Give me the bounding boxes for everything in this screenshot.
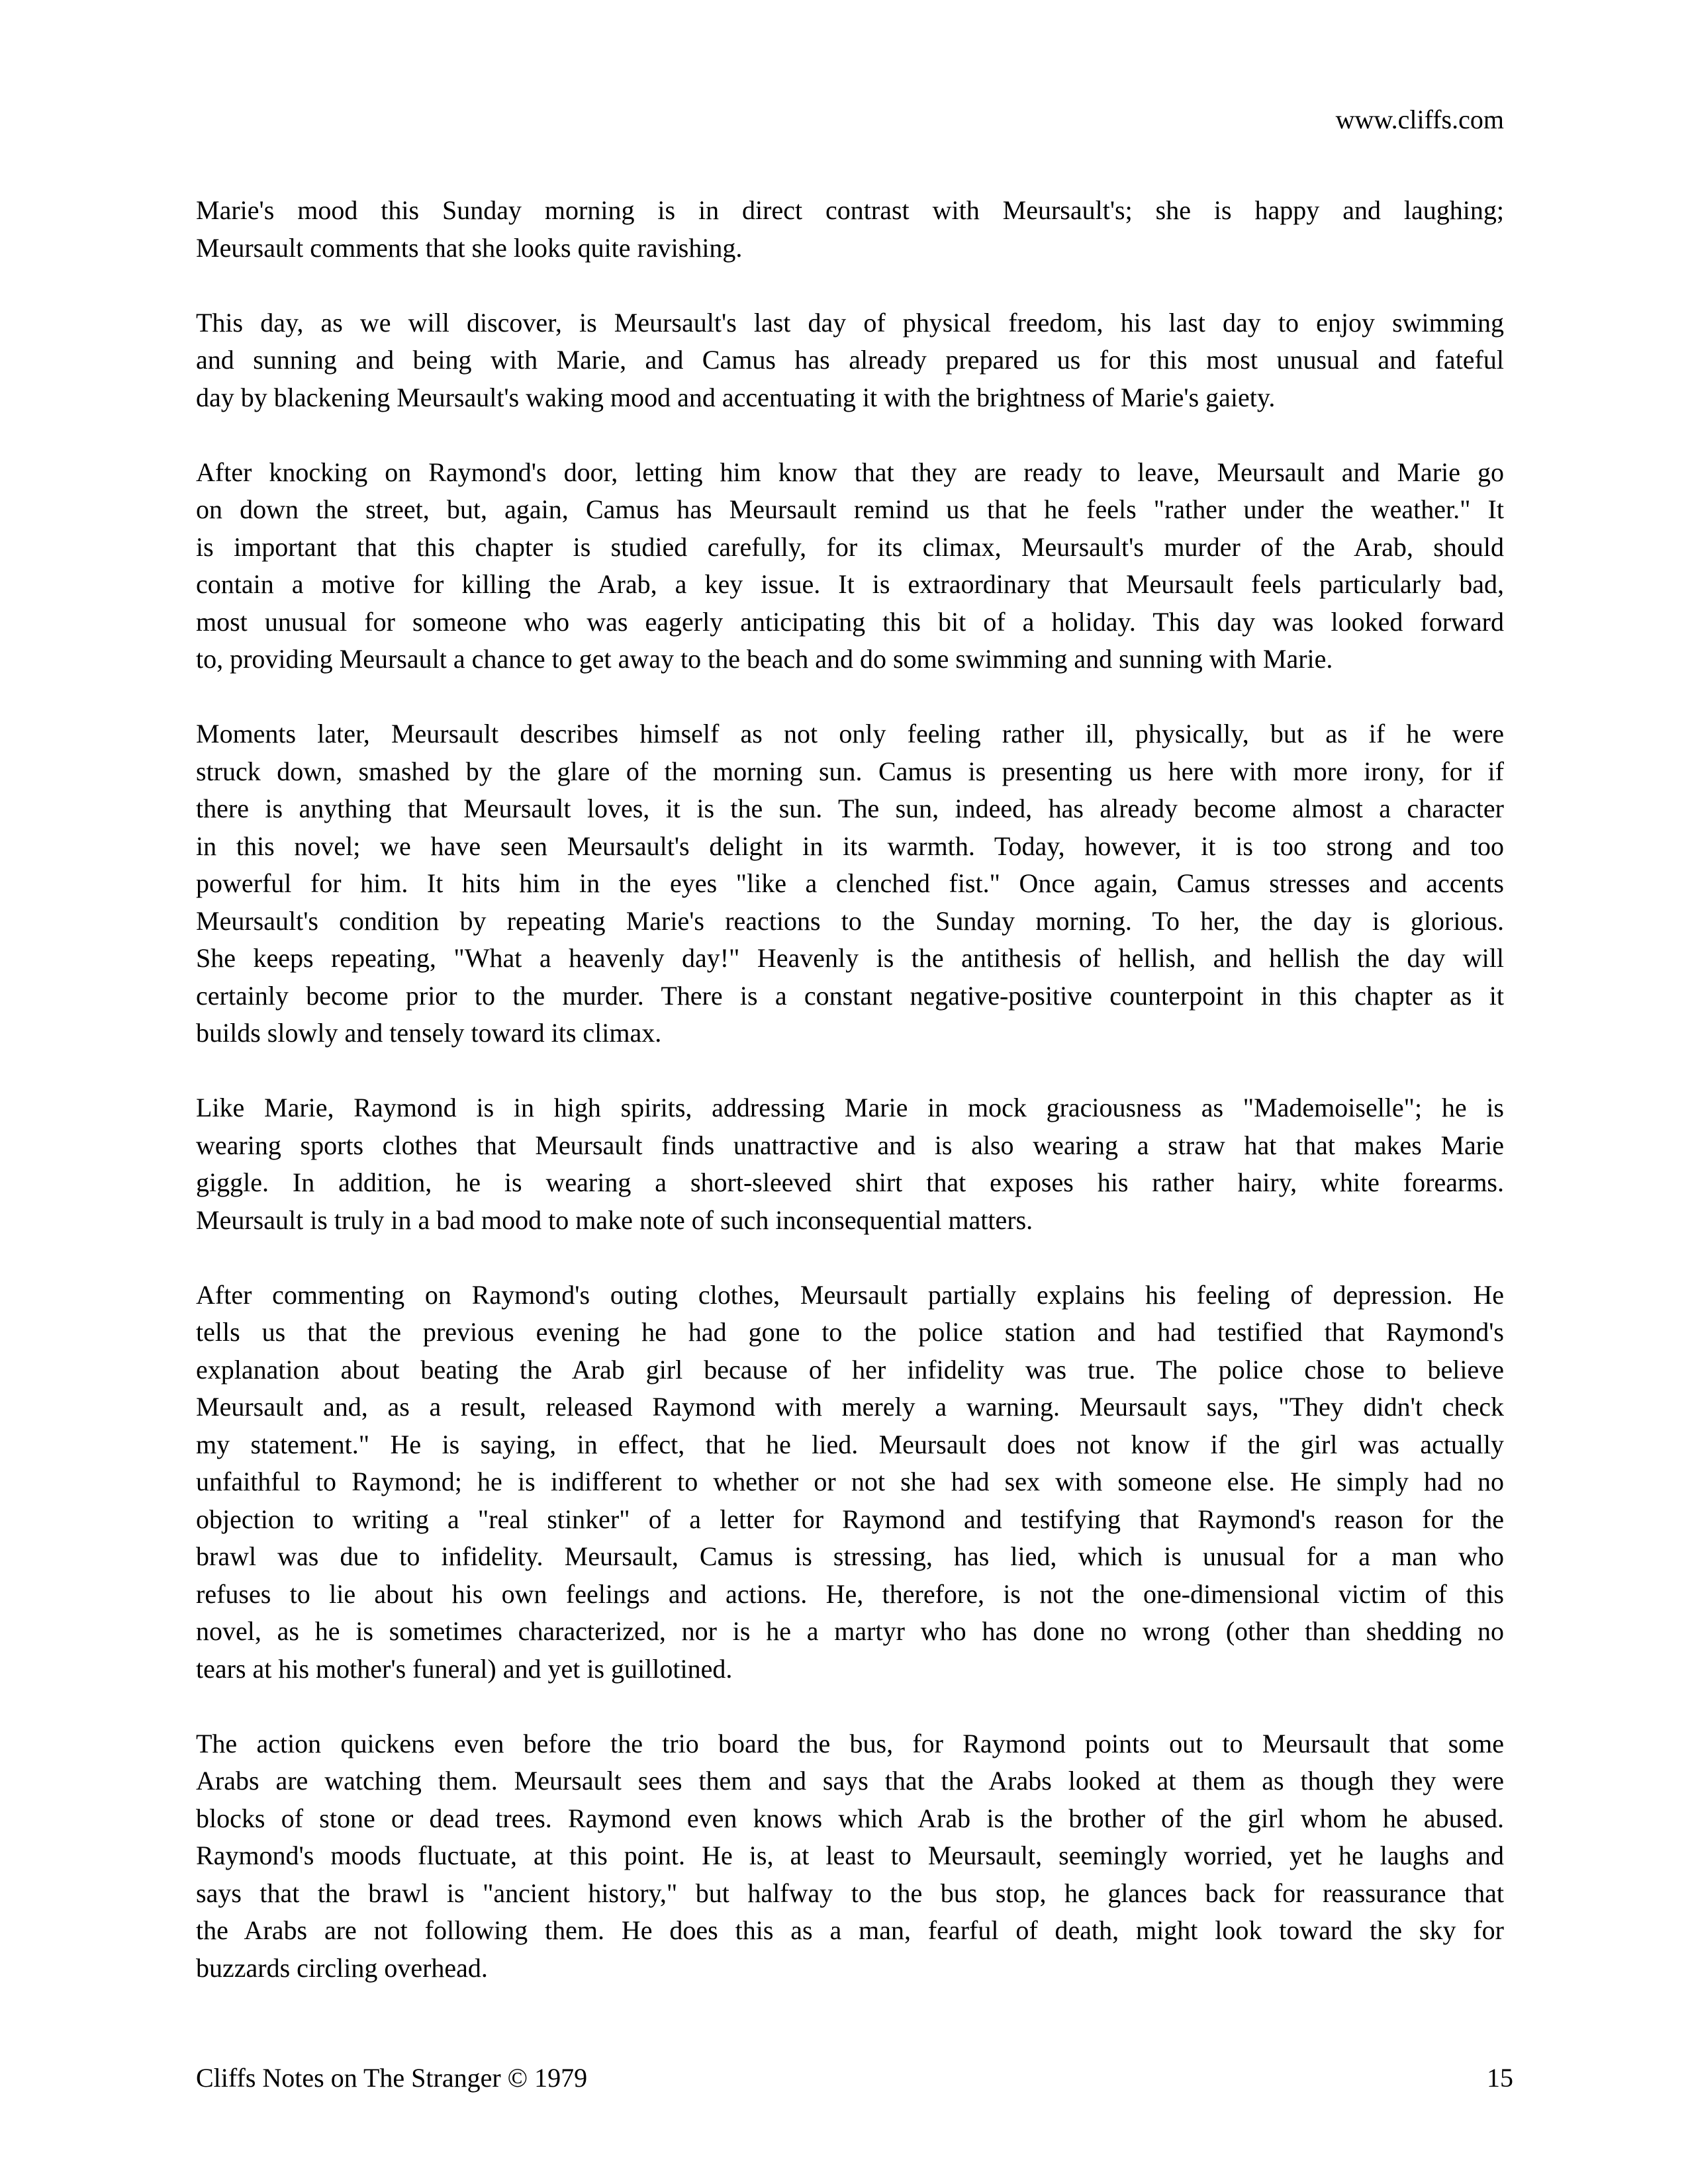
paragraph [196,1089,1504,1239]
text-line: on down the street, but, again, Camus has Meursault remind us that he feels "rather under the weather." It [196,494,1504,524]
text-line: unfaithful to Raymond; he is indifferent to whether or not she had sex with someone else. He simply had no [196,1467,1504,1496]
paragraph [196,454,1504,678]
text-line: there is anything that Meursault loves, it is the sun. The sun, indeed, has already become almost a character [196,794,1504,823]
text-line: Arabs are watching them. Meursault sees them and says that the Arabs looked at them as though they were [196,1766,1504,1796]
paragraph [196,1725,1504,1987]
text-line: powerful for him. It hits him in the eyes "like a clenched fist." Once again, Camus stresses and accents [196,868,1504,898]
text-line: struck down, smashed by the glare of the morning sun. Camus is presenting us here with more irony, for if [196,756,1504,786]
text-line: After knocking on Raymond's door, letting him know that they are ready to leave, Meursault and Marie go [196,457,1504,487]
text-line: in this novel; we have seen Meursault's delight in its warmth. Today, however, it is too strong and too [196,831,1504,861]
text-line: blocks of stone or dead trees. Raymond even knows which Arab is the brother of the girl whom he abused. [196,1803,1504,1833]
text-line: the Arabs are not following them. He does this as a man, fearful of death, might look toward the sky for [196,1915,1504,1945]
text-line: and sunning and being with Marie, and Camus has already prepared us for this most unusual and fateful [196,345,1504,375]
page-footer [196,2062,1513,2094]
text-line: tears at his mother's funeral) and yet is guillotined. [196,1653,733,1684]
text-line: is important that this chapter is studied carefully, for its climax, Meursault's murder of the Arab, should [196,531,1504,562]
text-line: Raymond's moods fluctuate, at this point. He is, at least to Meursault, seemingly worried, yet he laughs and [196,1841,1504,1870]
text-line: Meursault's condition by repeating Marie's reactions to the Sunday morning. To her, the day is glorious. [196,905,1504,936]
text-line: After commenting on Raymond's outing clothes, Meursault partially explains his feeling of depression. He [196,1279,1504,1310]
text-line: tells us that the previous evening he had gone to the police station and had testified that Raymond's [196,1317,1504,1347]
text-line: She keeps repeating, "What a heavenly day!" Heavenly is the antithesis of hellish, and hellish the day will [196,943,1504,973]
text-line: Moments later, Meursault describes himself as not only feeling rather ill, physically, but as if he were [196,719,1504,749]
text-line: builds slowly and tensely toward its climax. [196,1018,662,1048]
text-line: buzzards circling overhead. [196,1952,488,1983]
paragraph [196,1277,1504,1688]
paragraph [196,304,1504,417]
text-line: Meursault is truly in a bad mood to make note of such inconsequential matters. [196,1205,1033,1235]
text-line: most unusual for someone who was eagerly anticipating this bit of a holiday. This day was looked forward [196,606,1504,637]
text-line: refuses to lie about his own feelings and actions. He, therefore, is not the one-dimensional victim of this [196,1578,1504,1609]
text-line: wearing sports clothes that Meursault finds unattractive and is also wearing a straw hat that makes Marie [196,1130,1504,1160]
page-header [196,105,1504,135]
text-line: contain a motive for killing the Arab, a key issue. It is extraordinary that Meursault feels particularly bad, [196,569,1504,599]
text-line: novel, as he is sometimes characterized, nor is he a martyr who has done no wrong (other than shedding no [196,1616,1504,1646]
text-line: certainly become prior to the murder. There is a constant negative-positive counterpoint in this chapter as it [196,980,1504,1011]
page-number: 15 [1487,2063,1513,2093]
text-line: Meursault comments that she looks quite ravishing. [196,232,743,263]
text-line: explanation about beating the Arab girl because of her infidelity was true. The police chose to believe [196,1354,1504,1385]
paragraph [196,715,1504,1052]
header-url: www.cliffs.com [1335,105,1504,134]
text-line: giggle. In addition, he is wearing a short-sleeved shirt that exposes his rather hairy, white forearms. [196,1167,1504,1197]
text-line: objection to writing a "real stinker" of a letter for Raymond and testifying that Raymond's reason for the [196,1504,1504,1534]
footer-copyright: Cliffs Notes on The Stranger © 1979 [196,2063,588,2093]
text-line: to, providing Meursault a chance to get away to the beach and do some swimming and sunning with Marie. [196,644,1333,674]
body-text [196,192,1504,1987]
text-line: Marie's mood this Sunday morning is in direct contrast with Meursault's; she is happy and laughing; [196,195,1504,225]
text-line: Like Marie, Raymond is in high spirits, addressing Marie in mock graciousness as "Mademoiselle"; he is [196,1093,1504,1122]
text-line: day by blackening Meursault's waking mood and accentuating it with the brightness of Marie's gaiety. [196,382,1276,412]
text-line: brawl was due to infidelity. Meursault, Camus is stressing, has lied, which is unusual for a man who [196,1541,1504,1571]
paragraph [196,192,1504,267]
text-line: The action quickens even before the trio board the bus, for Raymond points out to Meursault that some [196,1728,1504,1758]
text-line: my statement." He is saying, in effect, that he lied. Meursault does not know if the girl was actually [196,1429,1504,1459]
text-line: Meursault and, as a result, released Raymond with merely a warning. Meursault says, "They didn't check [196,1392,1504,1422]
text-line: says that the brawl is "ancient history," but halfway to the bus stop, he glances back for reassurance that [196,1878,1504,1908]
text-line: This day, as we will discover, is Meursault's last day of physical freedom, his last day to enjoy swimming [196,307,1504,338]
